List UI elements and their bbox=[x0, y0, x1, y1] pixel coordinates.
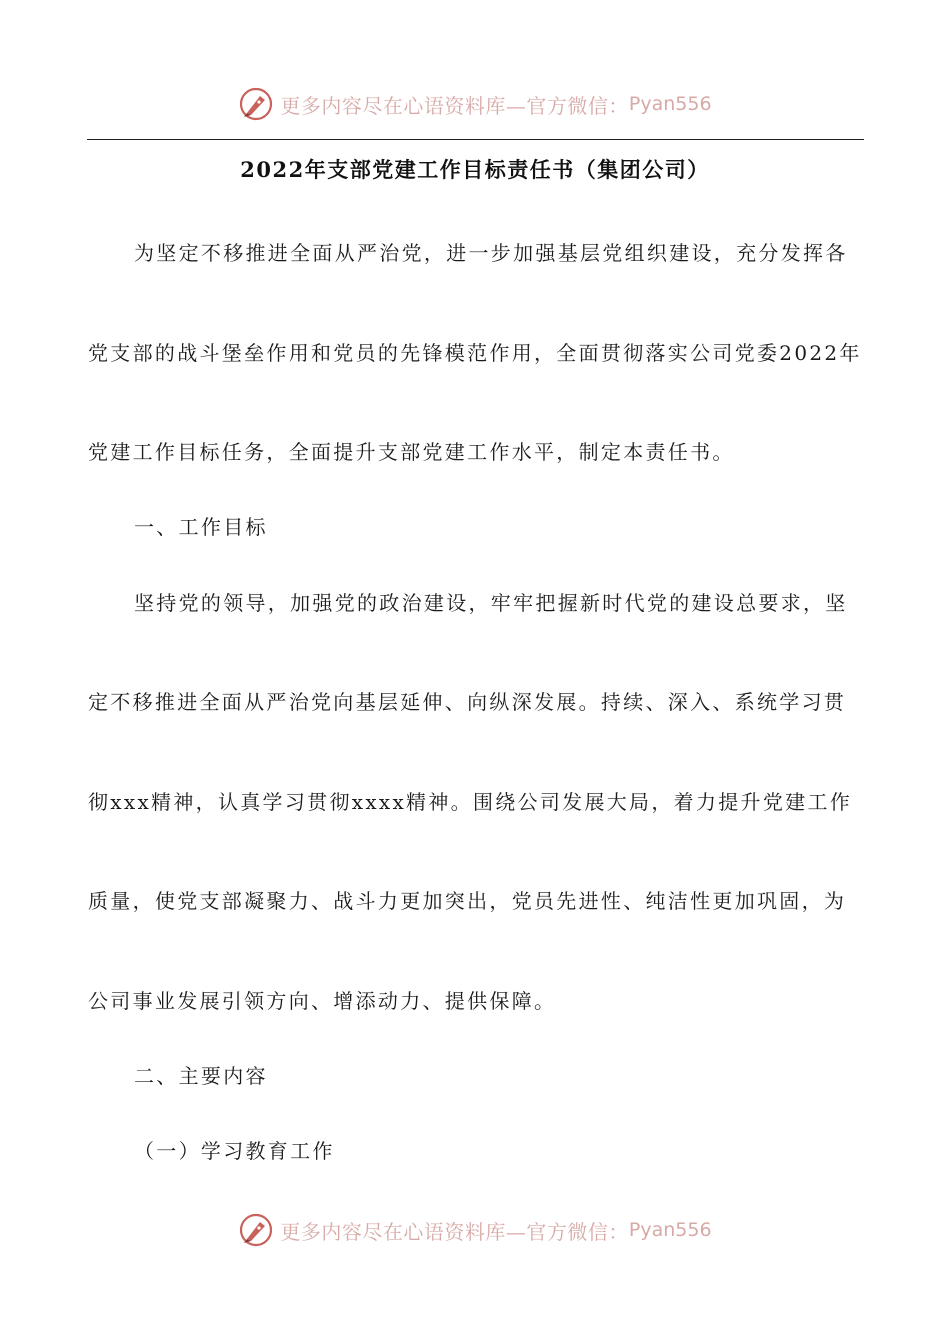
pen-nib-logo-icon bbox=[238, 86, 274, 122]
pen-nib-logo-icon bbox=[238, 1212, 274, 1248]
paragraph-line: 公司事业发展引领方向、增添动力、提供保障。 bbox=[88, 989, 557, 1013]
section-heading: 二、主要内容 bbox=[134, 1064, 268, 1088]
banner-wechat-id: Pyan556 bbox=[628, 1219, 712, 1241]
paragraph-line: 彻xxx精神，认真学习贯彻xxxx精神。围绕公司发展大局，着力提升党建工作 bbox=[88, 790, 853, 814]
paragraph-line: 定不移推进全面从严治党向基层延伸、向纵深发展。持续、深入、系统学习贯 bbox=[88, 690, 847, 714]
footer-banner bbox=[0, 1210, 950, 1250]
banner-text: 更多内容尽在心语资料库—官方微信： bbox=[280, 1219, 629, 1244]
document-title: 2022年支部党建工作目标责任书（集团公司） bbox=[240, 157, 710, 182]
header-divider bbox=[87, 139, 864, 140]
paragraph-line: 为坚定不移推进全面从严治党，进一步加强基层党组织建设，充分发挥各 bbox=[134, 241, 848, 265]
paragraph-line: 坚持党的领导，加强党的政治建设，牢牢把握新时代党的建设总要求，坚 bbox=[134, 591, 848, 615]
paragraph-line: 党支部的战斗堡垒作用和党员的先锋模范作用，全面贯彻落实公司党委2022年 bbox=[88, 341, 862, 365]
banner-wechat-id: Pyan556 bbox=[628, 93, 712, 115]
paragraph-line: 质量，使党支部凝聚力、战斗力更加突出，党员先进性、纯洁性更加巩固，为 bbox=[88, 889, 847, 913]
paragraph-line: 党建工作目标任务，全面提升支部党建工作水平，制定本责任书。 bbox=[88, 440, 735, 464]
banner-text: 更多内容尽在心语资料库—官方微信： bbox=[280, 93, 629, 118]
section-heading: 一、工作目标 bbox=[134, 515, 268, 539]
subsection-heading: （一）学习教育工作 bbox=[134, 1139, 335, 1163]
header-banner bbox=[0, 84, 950, 124]
